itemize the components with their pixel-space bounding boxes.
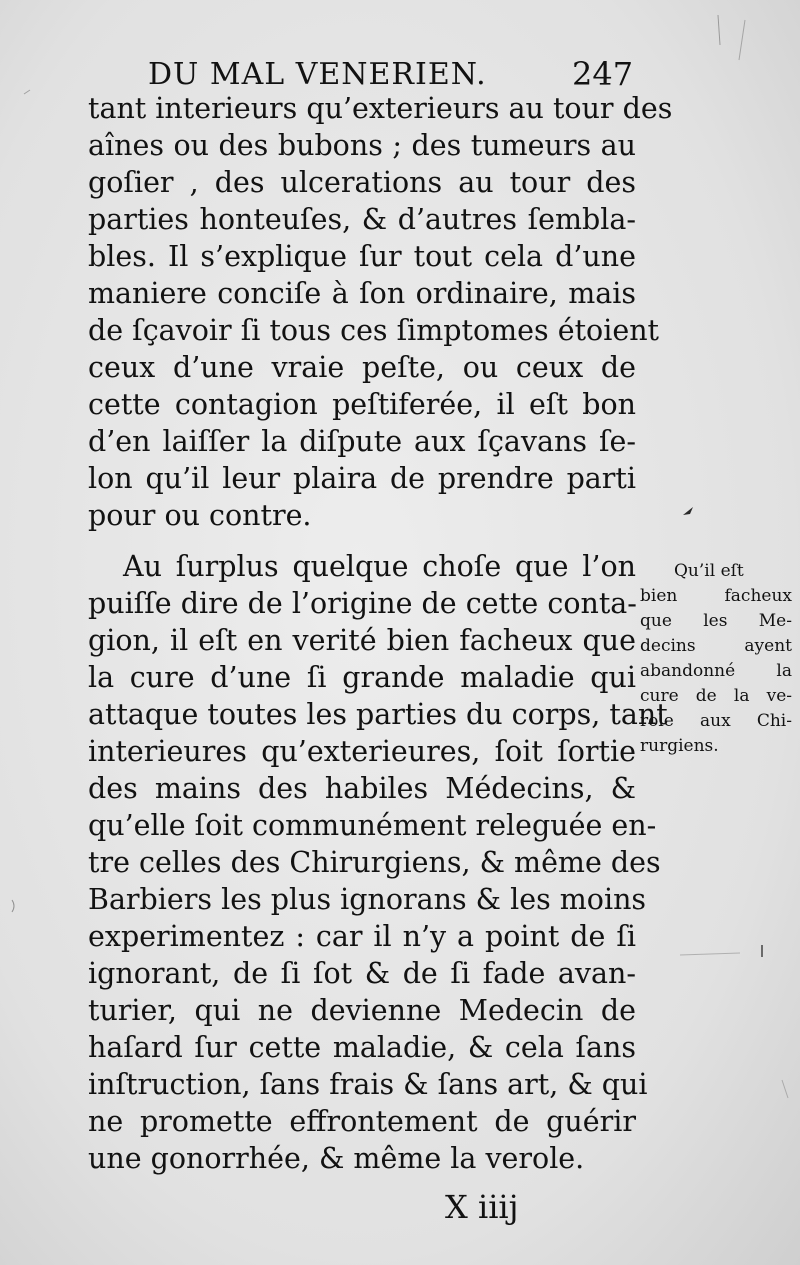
text-line: turier, qui ne devienne Medecin de	[88, 994, 636, 1027]
text-line: goſier , des ulcerations au tour des	[88, 166, 636, 199]
text-line: la cure d’une ſi grande maladie qui	[88, 661, 636, 694]
text-line: parties honteuſes, & d’autres ſembla-	[88, 203, 636, 236]
text-line: pour ou contre.	[88, 499, 312, 532]
margin-note-line: abandonné la	[640, 661, 792, 681]
running-head: DU MAL VENERIEN.	[148, 57, 487, 92]
text-line: ignorant, de ſi ſot & de ſi fade avan-	[88, 957, 636, 990]
text-line: aînes ou des bubons ; des tumeurs au	[88, 129, 636, 162]
text-line: une gonorrhée, & même la verole.	[88, 1142, 585, 1175]
text-line: inſtruction, ſans frais & ſans art, & qui	[88, 1068, 648, 1101]
text-line: attaque toutes les parties du corps, tant	[88, 698, 668, 731]
text-line: qu’elle ſoit communément releguée en-	[88, 809, 657, 842]
margin-note-line: Qu’il eſt	[674, 561, 744, 581]
text-line: Barbiers les plus ignorans & les moins	[88, 883, 647, 916]
text-line: cette contagion peſtiferée, il eſt bon	[88, 388, 636, 421]
margin-note-line: rurgiens.	[640, 736, 719, 756]
paragraph-first-line: Au ſurplus quelque choſe que l’on	[123, 550, 636, 583]
margin-note-line: que les Me-	[640, 611, 792, 631]
text-line: lon qu’il leur plaira de prendre parti	[88, 462, 636, 495]
text-line: interieures qu’exterieures, ſoit ſortie	[88, 735, 636, 768]
text-line: maniere conciſe à ſon ordinaire, mais	[88, 277, 636, 310]
text-line: d’en laiſſer la diſpute aux ſçavans ſe-	[88, 425, 636, 458]
page-number: 247	[572, 55, 634, 93]
text-line: tant interieurs qu’exterieurs au tour des	[88, 92, 673, 125]
margin-note-line: bien facheux	[640, 586, 792, 606]
text-line: des mains des habiles Médecins, &	[88, 772, 636, 805]
margin-note-line: cure de la ve-	[640, 686, 792, 706]
margin-note-line: decins ayent	[640, 636, 792, 656]
text-line: ne promette effrontement de guérir	[88, 1105, 636, 1138]
text-line: gion, il eſt en verité bien facheux que	[88, 624, 636, 657]
text-line: bles. Il s’explique ſur tout cela d’une	[88, 240, 636, 273]
margin-note-line: role aux Chi-	[640, 711, 792, 731]
text-line: experimentez : car il n’y a point de ſi	[88, 920, 636, 953]
text-line: puiſſe dire de l’origine de cette conta-	[88, 587, 637, 620]
text-line: haſard ſur cette maladie, & cela ſans	[88, 1031, 636, 1064]
text-line: de ſçavoir ſi tous ces ſimptomes étoient	[88, 314, 660, 347]
signature-mark: X iiij	[445, 1188, 519, 1226]
text-line: ceux d’une vraie peſte, ou ceux de	[88, 351, 636, 384]
text-line: tre celles des Chirurgiens, & même des	[88, 846, 661, 879]
